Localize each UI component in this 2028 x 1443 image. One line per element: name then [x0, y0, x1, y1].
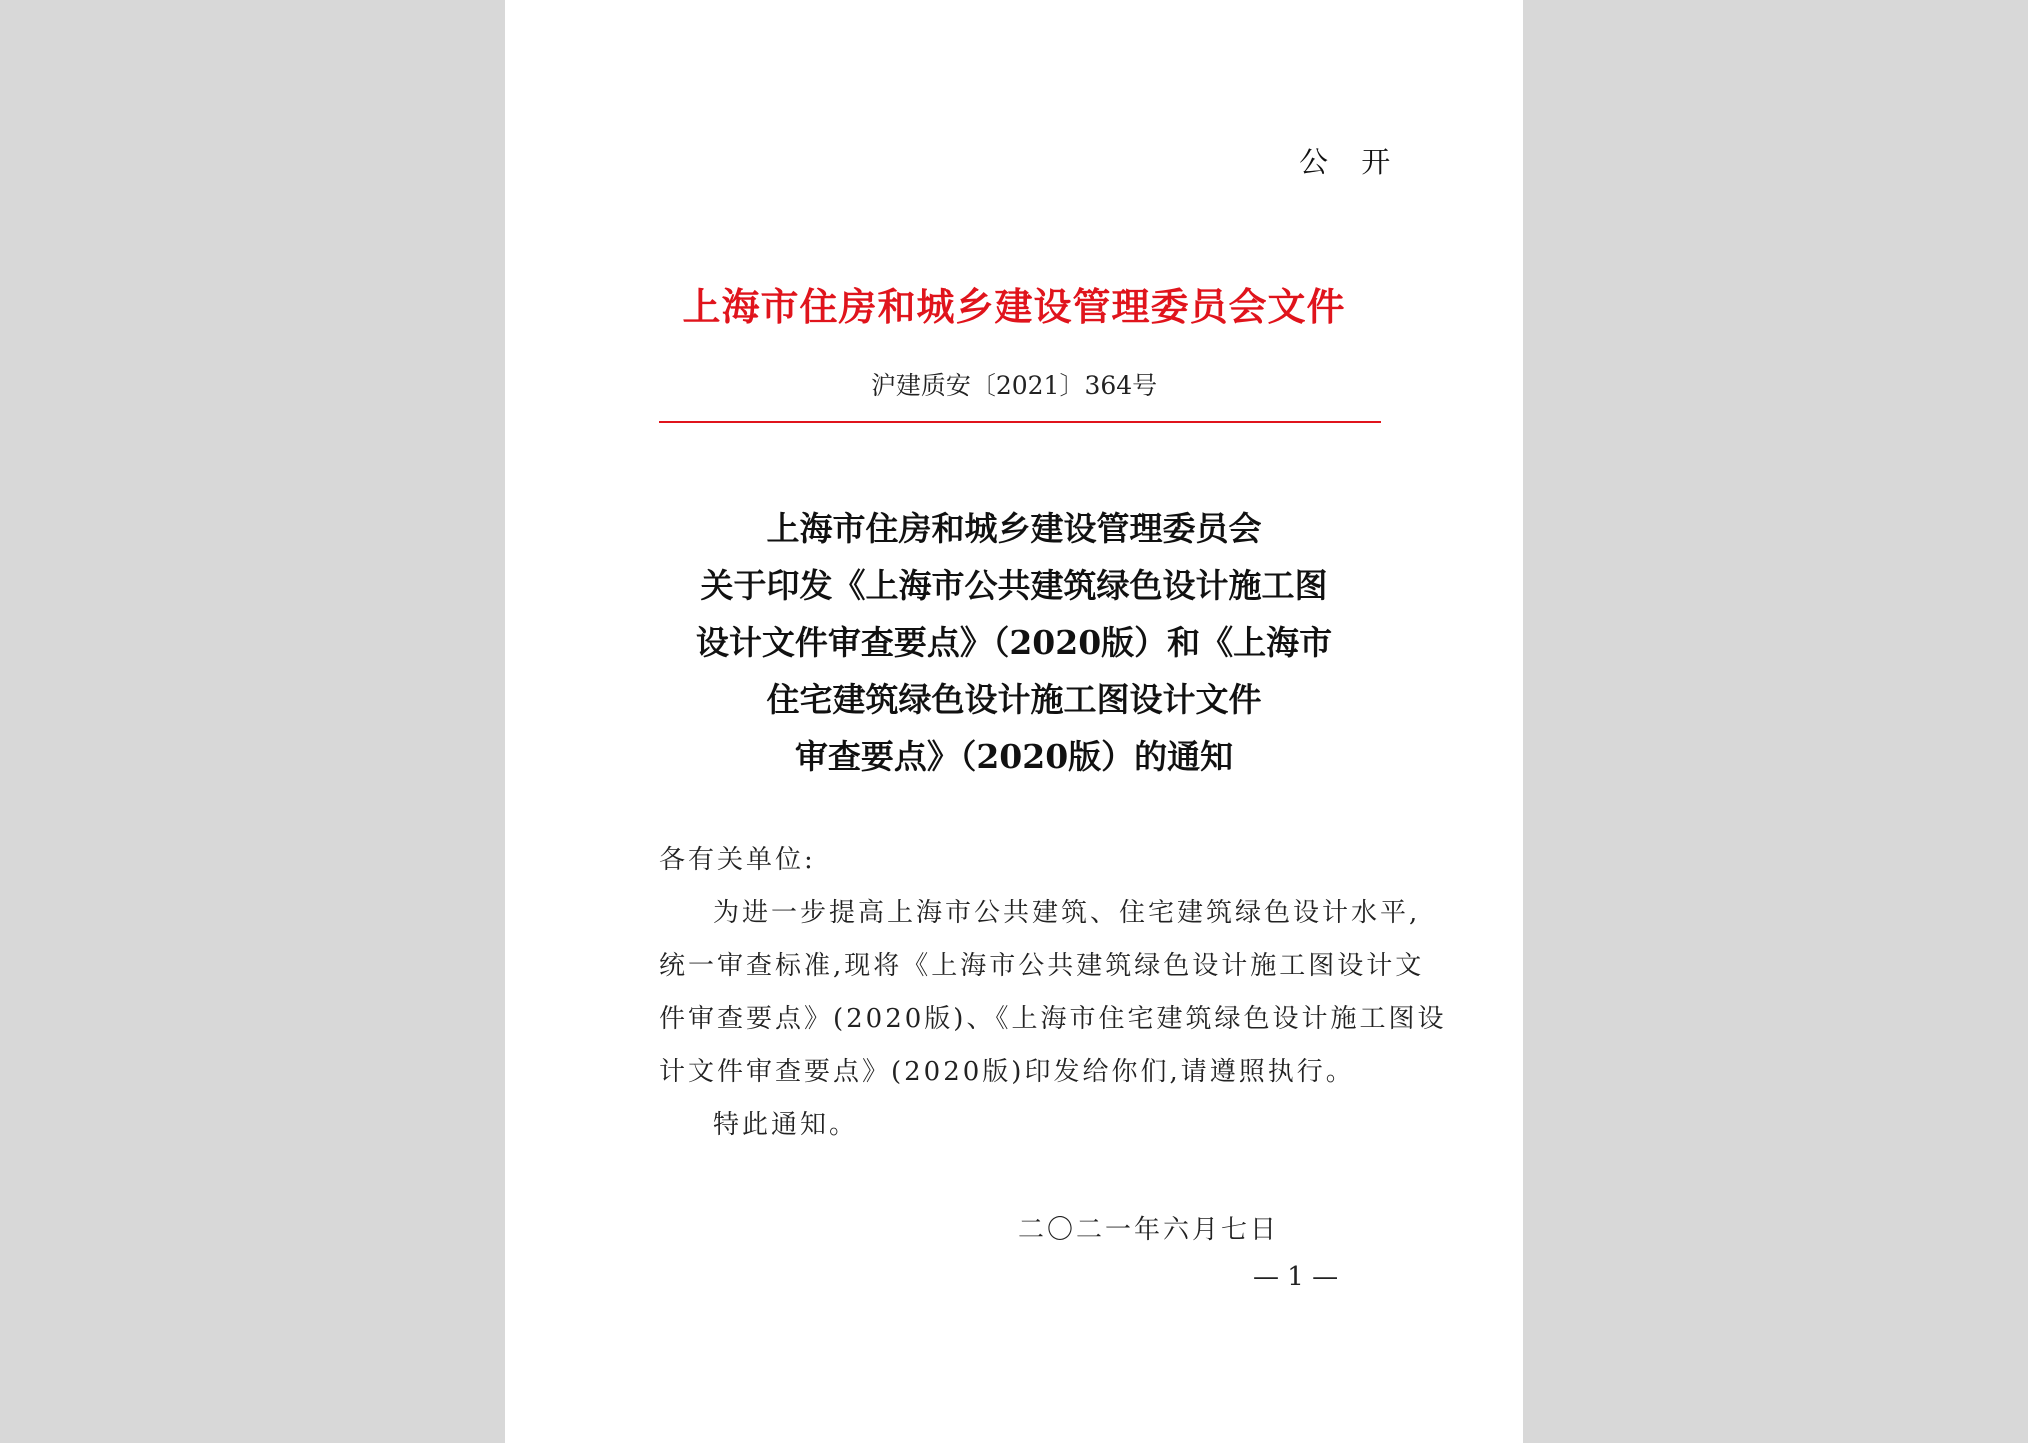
- title-line: 设计文件审查要点》（2020版）和《上海市: [695, 623, 1333, 662]
- paragraph-line: 为进一步提高上海市公共建筑、住宅建筑绿色设计水平,: [713, 898, 1421, 928]
- title-line: 关于印发《上海市公共建筑绿色设计施工图: [700, 566, 1328, 605]
- org-header: 上海市住房和城乡建设管理委员会文件: [682, 284, 1346, 329]
- title-line: 上海市住房和城乡建设管理委员会: [766, 509, 1262, 548]
- paragraph-line: 统一审查标准,现将《上海市公共建筑绿色设计施工图设计文: [659, 951, 1425, 981]
- salutation: 各有关单位:: [659, 845, 816, 875]
- document-title: [505, 500, 1523, 785]
- title-line: 审查要点》（2020版）的通知: [794, 737, 1234, 776]
- closing-line: 特此通知。: [713, 1110, 859, 1140]
- issue-date: 二〇二一年六月七日: [1018, 1215, 1280, 1245]
- paragraph-line: 计文件审查要点》(2020版)印发给你们,请遵照执行。: [659, 1057, 1355, 1087]
- page-number: — 1 —: [1253, 1262, 1339, 1292]
- doc-number: 沪建质安〔2021〕364号: [870, 371, 1158, 400]
- classification-label: 公 开: [1299, 145, 1403, 179]
- red-divider: [659, 421, 1381, 423]
- document-page: [505, 0, 1523, 1443]
- title-line: 住宅建筑绿色设计施工图设计文件: [766, 680, 1262, 719]
- body-paragraph: [659, 887, 1447, 1099]
- paragraph-line: 件审查要点》(2020版)、《上海市住宅建筑绿色设计施工图设: [659, 1004, 1447, 1034]
